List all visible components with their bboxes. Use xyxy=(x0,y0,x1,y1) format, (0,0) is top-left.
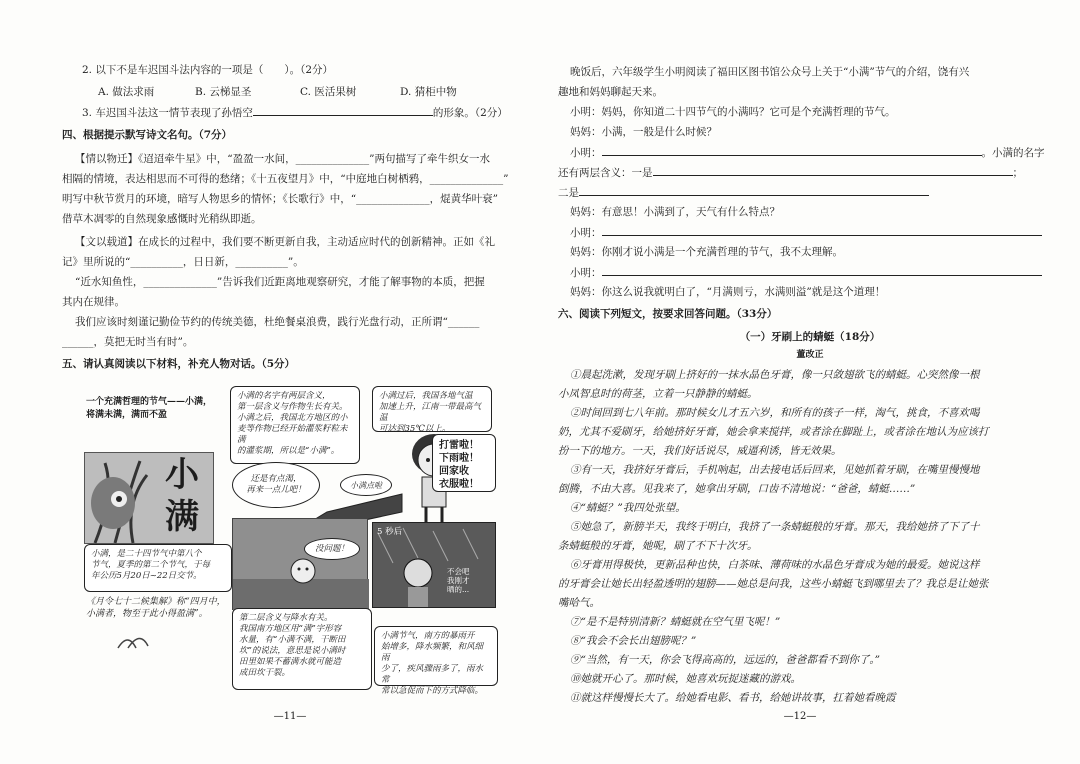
dialogue-4: 还有两层含义：一是 ； xyxy=(558,167,1023,179)
wheat-sketch-icon xyxy=(114,628,154,652)
dialogue-9: 小明： xyxy=(570,265,1042,280)
story-line: 小凤智息时的荷茎，立着一只静静的蜻蜓。 xyxy=(558,388,758,400)
rain-panel xyxy=(372,522,496,608)
q2-option-b: B. 云梯显圣 xyxy=(195,86,252,98)
rain-panel-caption: 不会吧 我刚才 晒的... xyxy=(447,567,470,594)
sec4-p2-line5: 我们应该时刻谨记勤俭节约的传统美德，杜绝餐桌浪费，践行光盘行动，正所谓“______ xyxy=(75,316,480,328)
sec4-p1-line1: 【情以物迁】《迢迢牵牛星》中，“盈盈一水间，______________”两句描写了牵牛织女一水 xyxy=(75,153,490,165)
intro-line1: 晚饭后，六年级学生小明阅读了福田区图书馆公众号上关于“小满”节气的介绍，饶有兴 xyxy=(570,66,970,78)
story-line: 嘴哈气。 xyxy=(558,597,600,609)
cover-char-1: 小 xyxy=(165,455,199,495)
sec4-p2-line6: ______，莫把无时当有时”。 xyxy=(62,336,194,348)
q3-text-b: 的形象。（2分） xyxy=(432,107,508,119)
panel-label-later: 5 秒后 xyxy=(377,527,403,537)
dialogue-2: 妈妈：小满，一般是什么时候？ xyxy=(570,126,717,138)
question-2: 2. 以下不是车迟国斗法内容的一项是（ ）。（2分） xyxy=(82,64,334,76)
story-line: ④“蜻蜓？”我四处张望。 xyxy=(570,502,686,514)
dry-field-panel xyxy=(232,518,368,610)
sec4-p2-line4: 其内在规律。 xyxy=(62,296,125,308)
dialogue-8: 妈妈：你刚才说小满是一个充满哲理的节气，我不太理解。 xyxy=(570,246,843,258)
section-5-title: 五、请认真阅读以下材料，补充人物对话。（5分） xyxy=(62,358,296,370)
page-number-right: —12— xyxy=(783,711,817,722)
answer-blank-4[interactable] xyxy=(602,225,1042,236)
sec4-p2-line1: 【文以载道】在成长的过程中，我们要不断更新自我，主动适应时代的创新精神。正如《礼 xyxy=(75,236,495,248)
section-6-title: 六、阅读下列短文，按要求回答问题。（33分） xyxy=(558,308,778,320)
page-number-left: —11— xyxy=(273,711,307,722)
sec4-p2-line2: 记》里所说的“__________，日日新，__________”。 xyxy=(62,256,304,268)
thirsty-sprout-illustration xyxy=(233,519,369,611)
dialogue-6: 妈妈：有意思！小满到了，天气有什么特点？ xyxy=(570,206,780,218)
sec4-p1-line4: 借草木凋零的自然现象感慨时光稍纵即逝。 xyxy=(62,213,262,225)
answer-blank-3[interactable] xyxy=(579,185,929,196)
story-line: 倒腾，不由大喜。见我来了，她拿出牙刷，口齿不清地说：“爸爸，蜻蜓……” xyxy=(558,483,916,495)
story-title: （一）牙刷上的蜻蜓（18分） xyxy=(739,331,881,343)
answer-blank-1[interactable] xyxy=(602,145,982,156)
comic-box-first-meaning: 小满的名字有两层含义， 第一层含义与作物生长有关。 小满之后，我国北方地区的小 麦等作物已经开始灌浆籽粒未满 的灌浆期，所以是“小满”。 xyxy=(230,386,360,464)
story-line: ②时间回到七八年前。那时候女儿才五六岁，和所有的孩子一样，淘气，挑食，不喜欢喝 xyxy=(570,407,980,419)
speech-bubble-more-water: 还是有点渴， 再来一点儿吧！ xyxy=(232,462,320,508)
story-line: ⑩她就开心了。那时候，她喜欢玩捉迷藏的游戏。 xyxy=(570,673,801,685)
dialogue-10: 妈妈：你这么说我就明白了，“月满则亏，水满则溢”就是这个道理！ xyxy=(570,286,886,298)
story-line: ⑧“我会不会长出翅膀呢？” xyxy=(570,635,697,647)
dialogue-3: 小明： 。小满的名字 xyxy=(570,147,1045,159)
q2-option-d: D. 猜柜中物 xyxy=(400,86,457,98)
cover-char-2: 满 xyxy=(165,497,199,537)
story-author: 董改正 xyxy=(796,350,824,360)
story-line: 的牙膏会让她长出轻盈透明的翅膀——她总是问我，这些小蜻蜓飞到哪里去了？我总是让她张 xyxy=(558,578,989,590)
comic-strip xyxy=(82,382,502,694)
right-page xyxy=(540,0,1080,764)
story-line: ⑦“是不是特别清新？蜻蜓就在空气里飞呢！” xyxy=(570,616,781,628)
story-line: ①晨起洗漱，发现牙刷上挤好的一抹水晶色牙膏，像一只敛翅欲飞的蜻蜓。心突然像一根 xyxy=(570,369,980,381)
comic-box-temperature: 小满过后，我国各地气温 加速上升，江南一带最高气温 可达到35℃以上。 xyxy=(372,386,492,432)
dialogue-7: 小明： xyxy=(570,225,1042,240)
dialogue-1: 小明：妈妈，你知道二十四节气的小满吗？它可是个充满哲理的节气。 xyxy=(570,106,896,118)
q3-blank[interactable] xyxy=(253,105,433,116)
sec4-p2-line3: “近水知鱼性，______________”告诉我们近距离地观察研究，才能了解事物的本质，把握 xyxy=(75,276,485,288)
comic-box-second-meaning: 第二层含义与降水有关。 我国南方地区用“满”字形容 水量，有“小满不满，干断田 坎”的说法，意思是说小满时 田里如果不蓄满水就可能造 成田坎干裂。 xyxy=(232,608,372,690)
q2-option-a: A. 做法求雨 xyxy=(98,86,155,98)
story-line: 扮一下的地方。一天，我们好话说尽，威逼利诱，皆无效果。 xyxy=(558,445,842,457)
sec4-p1-line3: 明写中秋节赏月的环境，暗写人物思乡的情怀；《长歌行》中，“______________，焜黄华叶衰” xyxy=(62,193,498,205)
comic-box-solar-term: 小满，是二十四节气中第八个 节气，夏季的第二个节气，于每 年公历5月20日~22日交节。 xyxy=(84,544,232,592)
story-line: ⑪就这样慢慢长大了。给她看电影、看书，给她讲故事，扛着她看晚霞 xyxy=(570,692,896,704)
story-line: ⑥牙膏用得极快，更新品种也快，白茶味、薄荷味的水晶色牙膏成为她的最爱。她说这样 xyxy=(570,559,980,571)
shout-bubble-rain: 打雷啦！ 下雨啦！ 回家收 衣服啦！ xyxy=(432,434,496,492)
section-4-title: 四、根据提示默写诗文名句。（7分） xyxy=(62,129,233,141)
q2-option-c: C. 医活果树 xyxy=(300,86,357,98)
comic-headline: 一个充满哲理的节气——小满， 将满未满，满而不盈 xyxy=(86,397,213,420)
dialogue-5: 二是 xyxy=(558,185,929,200)
answer-blank-2[interactable] xyxy=(653,165,1013,176)
story-line: ③有一天，我挤好牙膏后，手机响起，出去接电话后回来，见她抓着牙刷，在嘴里慢慢地 xyxy=(570,464,980,476)
q3-text-a: 3. 车迟国斗法这一情节表现了孙悟空 xyxy=(82,107,253,119)
story-line: ⑤她急了，新膀半天，我终于明白，我挤了一条蜻蜓般的牙膏。那天，我给她挤了下了十 xyxy=(570,521,980,533)
question-3 xyxy=(82,105,508,120)
answer-blank-5[interactable] xyxy=(602,265,1042,276)
speech-bubble-no-problem: 没问题！ xyxy=(304,538,360,560)
story-line: 条蜻蜓般的牙膏，她呢，刷了不下十次牙。 xyxy=(558,540,758,552)
intro-line2: 趣地和妈妈聊起天来。 xyxy=(558,86,663,98)
comic-box-rainfall: 小满节气，南方的暴雨开 始增多，降水频繁，和风细雨 少了，疾风骤雨多了，雨水常 常以急促而下的方式降临。 xyxy=(374,626,498,686)
story-line: 奶，尤其不爱刷牙，给她挤好牙膏，她会拿来搅拌，或者涂在脚趾上，或者涂在地认为应该打 xyxy=(558,426,989,438)
comic-cover-image xyxy=(84,452,214,544)
sec4-p1-line2: 相隔的情境，表达相思而不可得的愁绪；《十五夜望月》中，“中庭地白树栖鸦，______________” xyxy=(62,173,509,185)
quote-yueling: 《月令七十二候集解》称“四月中， 小满者，物至于此小得盈满”。 xyxy=(86,597,226,619)
speech-bubble-small: 小满点啦 xyxy=(340,474,392,496)
story-line: ⑨“当然，有一天，你会飞得高高的，远远的，爸爸都看不到你了。” xyxy=(570,654,880,666)
